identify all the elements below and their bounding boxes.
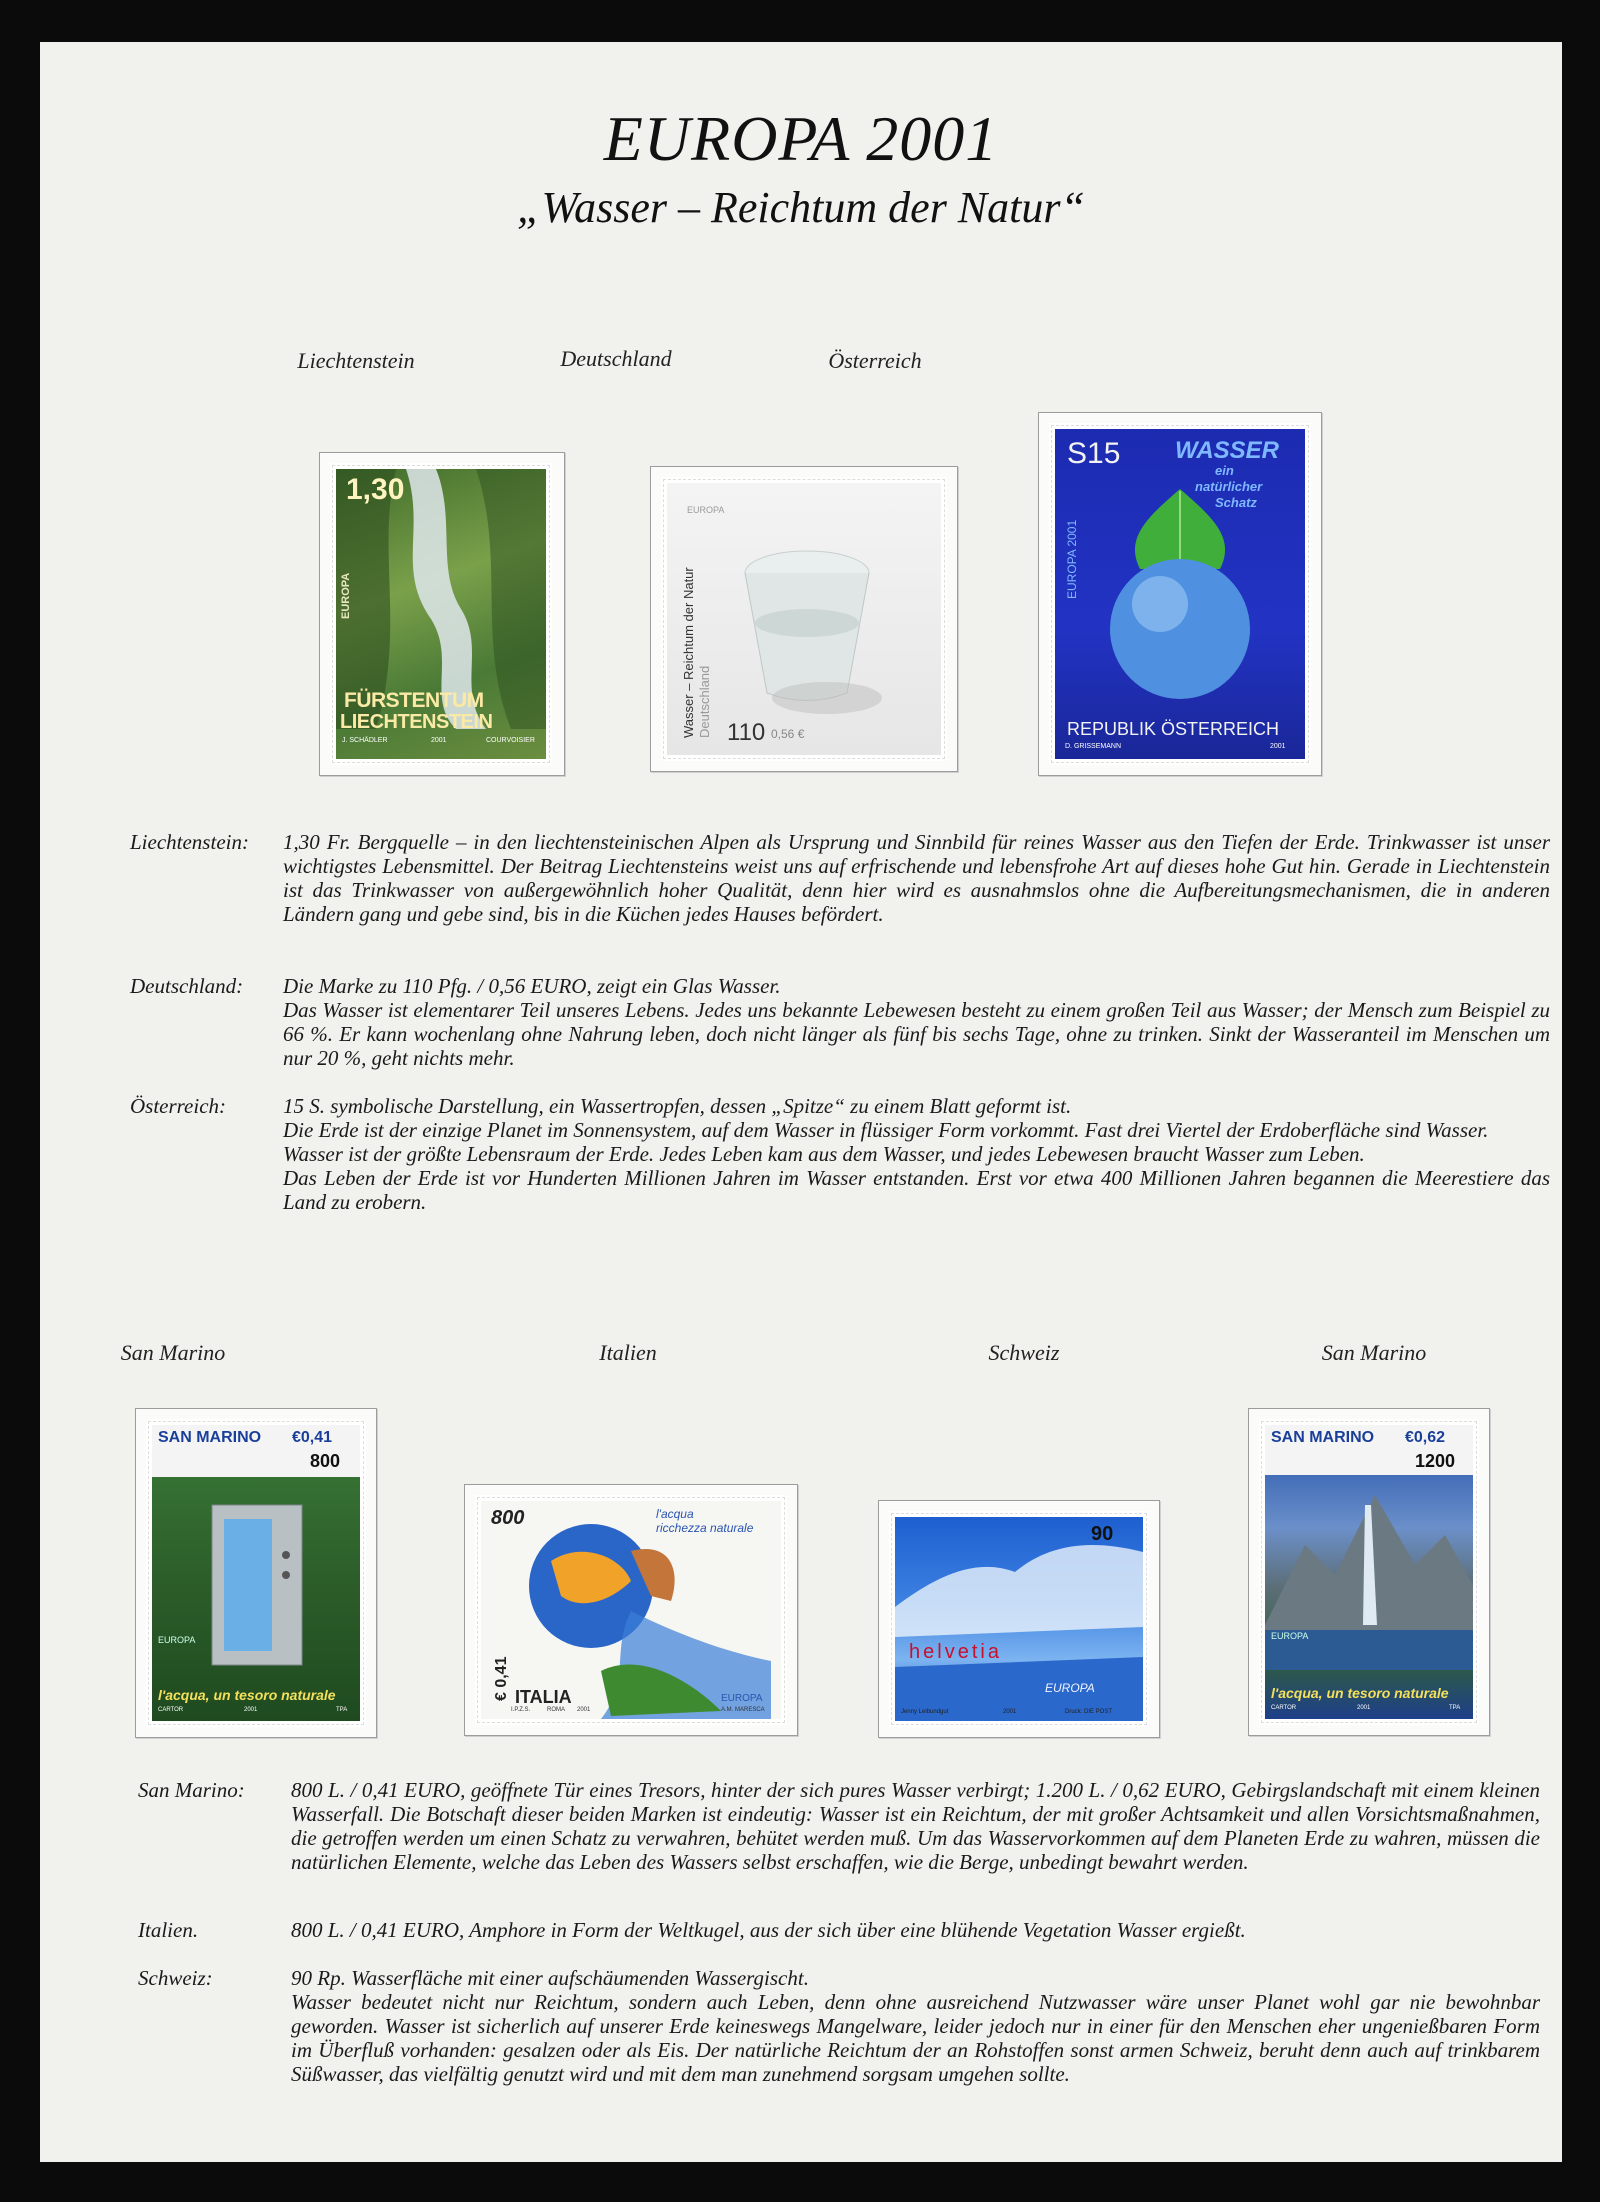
stamp-li-foot2: 2001: [431, 737, 447, 744]
stamp-at-word: WASSER: [1175, 437, 1280, 464]
stamp-deutschland: [661, 477, 947, 761]
stamp-ch-foot1: Jenny Leibundgut: [901, 1709, 949, 1715]
stamp-ch-foot2: 2001: [1003, 1709, 1017, 1715]
stamp-it-line1: l'acqua: [656, 1507, 694, 1521]
stamp-at-country: REPUBLIK ÖSTERREICH: [1067, 719, 1280, 739]
stamp-de-euro: 0,56 €: [771, 727, 805, 741]
stamp-sm1-caption: l'acqua, un tesoro naturale: [158, 1687, 336, 1703]
stamp-li-text2: LIECHTENSTEIN: [340, 711, 493, 733]
description-label: Schweiz:: [138, 1966, 213, 1990]
country-label-san-marino-2: San Marino: [1321, 1340, 1427, 1365]
stamp-it-country: ITALIA: [515, 1687, 572, 1707]
stamp-sm2-foot2: 2001: [1357, 1705, 1371, 1711]
stamp-li-text1: FÜRSTENTUM: [344, 689, 484, 712]
stamp-sm1-foot1: CARTOR: [158, 1707, 184, 1713]
description-label: Italien.: [138, 1918, 199, 1942]
description-line: Die Marke zu 110 Pfg. / 0,56 EURO, zeigt ein Glas Wasser.: [283, 974, 781, 998]
stamp-sm2-lire: 1200: [1415, 1451, 1456, 1471]
stamp-de-side2: Deutschland: [697, 665, 712, 738]
stamp-it-value: 800: [491, 1507, 525, 1529]
stamp-li-value: 1,30: [346, 473, 405, 506]
description-line: 1,30 Fr. Bergquelle – in den liechtensteinischen Alpen als Ursprung und Sinnbild für reines Wasser aus den Tiefen der Erde. Trinkwasser ist unser wichtigstes Lebensmittel. Der Beitrag Liechtensteins weist uns auf erfrischende und lebensfrohe Art auf dieses hohe Gut hin. Gerade in Liechtenstein ist das Trinkwasser von außergewöhnlich hoher Qualität, denn hier wird es ausnahmslos ohne die Aufbereitungsmechanismen, die in anderen Ländern gang und gebe sind, bis in die Küchen jedes Hauses befördert.: [283, 830, 1550, 926]
stamp-li-foot1: J. SCHÄDLER: [342, 737, 388, 744]
description-body: [283, 830, 1550, 926]
stamp-mount-schweiz: [878, 1500, 1160, 1738]
country-label-italien: Italien: [599, 1340, 657, 1365]
stamp-it-europa: EUROPA: [721, 1693, 763, 1704]
stamp-sm1-europa: EUROPA: [158, 1635, 196, 1645]
stamp-it-foot4: A.M. MARESCA: [721, 1707, 765, 1713]
stamp-sm2-europa: EUROPA: [1271, 1631, 1309, 1641]
stamp-it-foot3: 2001: [577, 1707, 591, 1713]
stamp-sm1-foot3: TPA: [336, 1707, 348, 1713]
description-label: Österreich:: [130, 1094, 227, 1118]
stamp-sm2-foot1: CARTOR: [1271, 1705, 1297, 1711]
stamp-at-value: S15: [1067, 437, 1121, 470]
stamp-at-foot1: D. GRISSEMANN: [1065, 743, 1122, 750]
stamp-sm1-euro: €0,41: [292, 1429, 333, 1446]
description-body: [283, 1094, 1550, 1214]
stamp-san-marino-2: [1259, 1419, 1479, 1725]
stamp-sm2-foot3: TPA: [1449, 1705, 1461, 1711]
stamp-mount-italien: [464, 1484, 798, 1736]
description-line: 800 L. / 0,41 EURO, Amphore in Form der Weltkugel, aus der sich über eine blühende Vegetation Wasser ergießt.: [291, 1918, 1246, 1942]
stamp-it-foot1: I.P.Z.S.: [511, 1707, 531, 1713]
stamp-de-side1: Wasser – Reichtum der Natur: [681, 567, 696, 738]
country-label-liechtenstein: Liechtenstein: [297, 348, 415, 373]
description-line: 15 S. symbolische Darstellung, ein Wassertropfen, dessen „Spitze“ zu einem Blatt geformt ist.: [283, 1094, 1072, 1118]
stamp-ch-europa: EUROPA: [1045, 1681, 1095, 1695]
stamp-de-value: 110: [727, 719, 766, 746]
description-line: 90 Rp. Wasserfläche mit einer aufschäumenden Wassergischt.: [291, 1966, 809, 1990]
stamp-mount-san-marino-1: [135, 1408, 377, 1738]
description-line: Das Wasser ist elementarer Teil unseres Lebens. Jedes uns bekannte Lebewesen besteht zu einem großen Teil aus Wasser; der Mensch zum Beispiel zu 66 %. Er kann wochenlang ohne Nahrung leben, doch nicht länger als fünf bis sechs Tage, ohne zu trinken. Sinkt der Wasseranteil im Menschen um nur 20 %, geht nichts mehr.: [283, 998, 1550, 1070]
stamp-liechtenstein: [330, 463, 552, 765]
description-body: [291, 1966, 1540, 2086]
stamp-san-marino-1: [146, 1419, 366, 1727]
stamp-sm2-caption: l'acqua, un tesoro naturale: [1271, 1685, 1449, 1701]
description-line: 800 L. / 0,41 EURO, geöffnete Tür eines Tresors, hinter der sich pures Wasser verbirgt; 1.200 L. / 0,62 EURO, Gebirgslandschaft mit einem kleinen Wasserfall. Die Botschaft dieser beiden Marken ist eindeutig: Wasser ist ein Reichtum, der mit großer Achtsamkeit und allen Vorsichtsmaßnahmen, die getroffen werden um einen Schatz zu verwahren, behütet werden muß. Um das Wasservorkommen auf dem Planeten Erde zu wahren, müssen die natürlichen Elemente, welche das Leben des Wassers selbst erschaffen, wie die Berge, unbedingt bewahrt werden.: [291, 1778, 1540, 1874]
description-label: Deutschland:: [130, 974, 244, 998]
stamp-at-line1: ein: [1215, 463, 1234, 478]
stamp-mount-oesterreich: [1038, 412, 1322, 776]
stamp-ch-country: helvetia: [909, 1641, 1002, 1663]
country-label-oesterreich: Österreich: [828, 348, 922, 373]
stamp-li-europa: EUROPA: [340, 572, 352, 619]
stamp-mount-liechtenstein: [319, 452, 565, 776]
description-body: [291, 1918, 1540, 1942]
water-spray-image: [895, 1517, 1143, 1721]
country-label-san-marino-1: San Marino: [120, 1340, 226, 1365]
stamp-it-euro: € 0,41: [493, 1656, 510, 1701]
stamp-italien: [475, 1495, 787, 1725]
stamp-sm2-euro: €0,62: [1405, 1429, 1446, 1446]
country-label-schweiz: Schweiz: [988, 1340, 1060, 1365]
stamp-at-line2: natürlicher: [1195, 479, 1263, 494]
stamp-sm2-country: SAN MARINO: [1271, 1429, 1375, 1446]
description-label: San Marino:: [138, 1778, 245, 1802]
stamp-sm1-country: SAN MARINO: [158, 1429, 262, 1446]
album-page: [40, 42, 1562, 2162]
stamp-sm1-foot2: 2001: [244, 1707, 258, 1713]
description-body: [291, 1778, 1540, 1874]
stamp-sm1-lire: 800: [310, 1451, 341, 1471]
stamp-ch-foot3: Druck: DIE POST: [1065, 1709, 1113, 1715]
stamp-it-line2: ricchezza naturale: [656, 1521, 754, 1535]
stamp-schweiz: [889, 1511, 1149, 1727]
description-body: [283, 974, 1550, 1070]
stamp-at-europa: EUROPA 2001: [1065, 519, 1079, 599]
description-line: Wasser bedeutet nicht nur Reichtum, sondern auch Leben, denn ohne ausreichend Nutzwasser wäre unser Planet wohl gar nie bewohnbar geworden. Wasser ist sicherlich auf unserer Erde keineswegs Mangelware, leider jedoch nur in einer für den Menschen eher ungenießbaren Form im Überfluß vorhanden: gesalzen oder als Eis. Der natürliche Reichtum der an Rohstoffen sonst armen Schweiz, beruht denn auch auf trinkbarem Süßwasser, das vielfältig genutzt wird und mit dem man zunehmend sorgsam umgehen sollte.: [291, 1990, 1540, 2086]
description-line: Das Leben der Erde ist vor Hunderten Millionen Jahren im Wasser entstanden. Erst vor etwa 400 Millionen Jahren begannen die Meerestiere das Land zu erobern.: [283, 1166, 1550, 1214]
description-line: Die Erde ist der einzige Planet im Sonnensystem, auf dem Wasser in flüssiger Form vorkommt. Fast drei Viertel der Erdoberfläche sind Wasser.: [283, 1118, 1489, 1142]
description-label: Liechtenstein:: [130, 830, 249, 854]
stamp-oesterreich: [1049, 423, 1311, 765]
stamp-mount-deutschland: [650, 466, 958, 772]
stamp-li-foot3: COURVOISIER: [486, 737, 535, 744]
stamp-it-foot2: ROMA: [547, 1707, 565, 1713]
stamp-ch-value: 90: [1091, 1523, 1114, 1545]
description-line: Wasser ist der größte Lebensraum der Erde. Jedes Leben kam aus dem Wasser, und jedes Lebewesen braucht Wasser zum Leben.: [283, 1142, 1365, 1166]
page-subtitle: „Wasser – Reichtum der Natur“: [517, 183, 1085, 232]
stamp-at-foot2: 2001: [1270, 743, 1286, 750]
stamp-mount-san-marino-2: [1248, 1408, 1490, 1736]
country-label-deutschland: Deutschland: [560, 346, 672, 371]
stamp-at-line3: Schatz: [1215, 495, 1257, 510]
stamp-de-europa: EUROPA: [687, 505, 725, 515]
page-title: EUROPA 2001: [603, 103, 999, 174]
water-drop-image: [1055, 429, 1305, 759]
